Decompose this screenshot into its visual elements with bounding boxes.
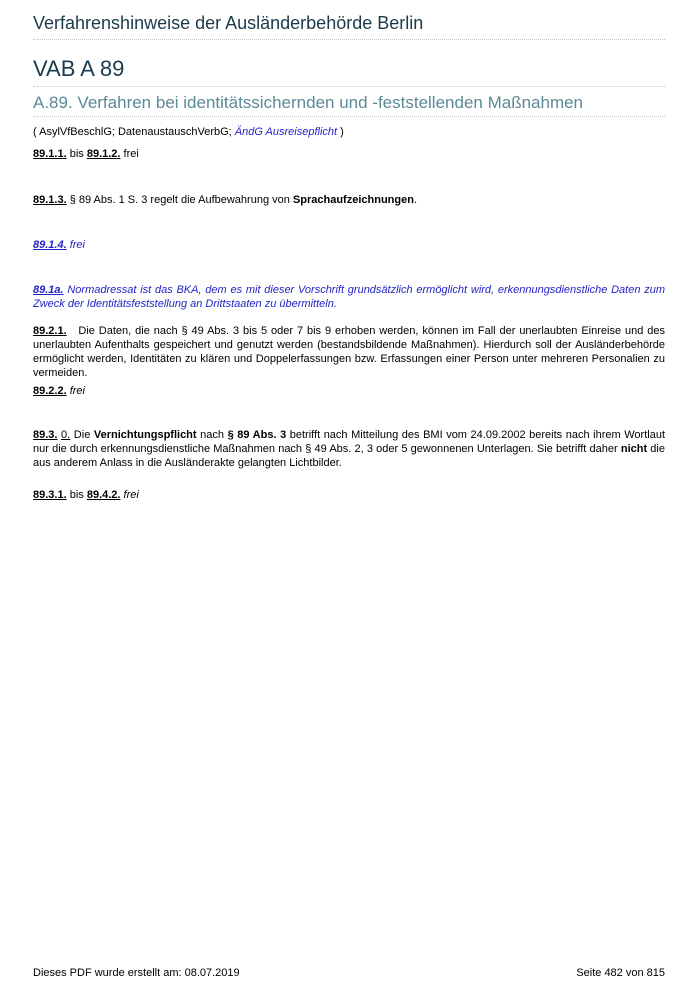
paragraph-89-2-2 xyxy=(33,384,665,398)
paragraph-89-3-1 xyxy=(33,488,665,502)
paragraph-text: frei xyxy=(66,239,85,251)
text-2: nach xyxy=(196,429,228,441)
bold-paragraph-ref: § 89 Abs. 3 xyxy=(227,429,287,441)
ref-89-2-2: 89.2.2. xyxy=(33,385,67,397)
ref-89-1-4[interactable]: 89.1.4. xyxy=(33,239,67,251)
paragraph-text: frei xyxy=(120,489,139,501)
aendg-ausreisepflicht-link[interactable]: ÄndG Ausreisepflicht xyxy=(234,126,338,138)
ref-89-3: 89.3. xyxy=(33,429,58,441)
paragraph-89-1a xyxy=(33,283,665,311)
ref-89-1-1: 89.1.1. xyxy=(33,148,67,160)
document-title: VAB A 89 xyxy=(33,56,665,87)
ref-89-1-3: 89.1.3. xyxy=(33,194,67,206)
paragraph-89-1-3 xyxy=(33,193,665,207)
paragraph-text: Normadressat ist das BKA, dem es mit dieser Vorschrift grundsätzlich ermöglicht wird, erkennungsdienstliche Daten zum Zweck der Identitätsfeststellung an Drittstaaten zu übermitteln. xyxy=(33,284,665,310)
ref-89-1a[interactable]: 89.1a. xyxy=(33,284,64,296)
paragraph-text: frei xyxy=(120,148,139,160)
legal-sources xyxy=(33,125,665,139)
footer-page-number: Seite 482 von 815 xyxy=(576,967,665,979)
sources-open: ( xyxy=(33,126,40,138)
section-title: A.89. Verfahren bei identitätssichernden und -feststellenden Maßnahmen xyxy=(33,93,665,117)
paragraph-text: Die Daten, die nach § 49 Abs. 3 bis 5 oder 7 bis 9 erhoben werden, können im Fall der unerlaubten Einreise und des unerlaubten Aufenthalts gespeichert und genutzt werden (bestandsbildende Maßnahmen). Hierdurch soll der Ausländerbehörde ermöglicht werden, Identitäten zu klären und Doppelerfassungen bzw. Erfassungen einer Person unter mehreren Personalien zu vermeiden. xyxy=(33,325,669,379)
text-4: die aus anderem Anlass in die Ausländerakte gelangten Lichtbilder. xyxy=(33,443,665,469)
paragraph-text: frei xyxy=(66,385,85,397)
paragraph-end: . xyxy=(413,194,418,206)
paragraph-89-1-1 xyxy=(33,147,665,161)
sub-ref: 0. xyxy=(61,429,71,441)
bold-vernichtungspflicht: Vernichtungspflicht xyxy=(93,429,197,441)
text-1: Die xyxy=(70,429,94,441)
footer-created-date: Dieses PDF wurde erstellt am: 08.07.2019 xyxy=(33,967,240,979)
paragraph-text: § 89 Abs. 1 S. 3 regelt die Aufbewahrung von xyxy=(66,194,293,206)
bold-term: Sprachaufzeichnungen xyxy=(292,194,414,206)
ref-89-4-2: 89.4.2. xyxy=(86,489,121,501)
paragraph-89-1-4 xyxy=(33,238,665,252)
paragraph-89-2-1 xyxy=(33,324,669,380)
bis-text: bis xyxy=(66,489,87,501)
ref-89-3-1: 89.3.1. xyxy=(33,489,67,501)
bold-nicht: nicht xyxy=(620,443,648,455)
ref-89-1-2: 89.1.2. xyxy=(86,148,121,160)
sources-laws: AsylVfBeschlG; DatenaustauschVerbG; xyxy=(39,126,235,138)
page-header: Verfahrenshinweise der Ausländerbehörde Berlin xyxy=(33,13,665,40)
sources-close: ) xyxy=(337,126,344,138)
paragraph-89-3 xyxy=(33,428,665,470)
bis-text: bis xyxy=(66,148,87,160)
ref-89-2-1: 89.2.1. xyxy=(33,325,67,337)
text-3: betrifft nach Mitteilung des BMI vom 24.09.2002 bereits nach ihrem Wortlaut nur die durch erkennungsdienstliche Maßnahmen nach § 49 Abs. 2, 3 oder 5 gewonnenen Unterlagen. Sie betrifft daher xyxy=(33,429,665,455)
